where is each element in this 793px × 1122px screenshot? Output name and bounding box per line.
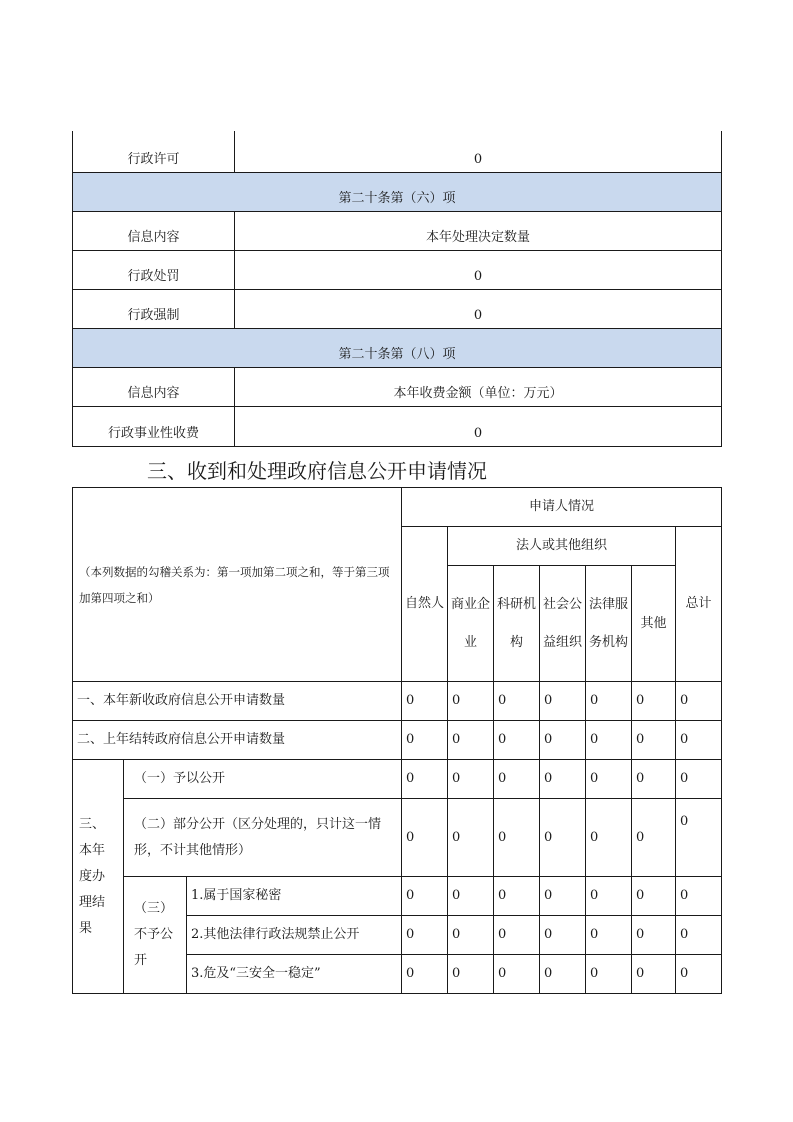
cell-value: 0 [448,916,494,955]
cell-value: 0 [632,955,676,994]
cell-value: 0 [676,877,722,916]
row-value: 0 [235,406,722,446]
cell-value: 0 [402,955,448,994]
cell-value: 0 [494,955,540,994]
cell-value: 0 [448,877,494,916]
table-row [73,799,722,877]
cell-value: 0 [540,799,586,877]
cell-value: 0 [402,799,448,877]
row-label: 二、上年结转政府信息公开申请数量 [73,721,402,760]
application-stats-table [72,487,722,994]
row-label: 1.属于国家秘密 [187,877,402,916]
row-label: 行政处罚 [73,250,235,289]
table-row [73,682,722,721]
col-research: 科研机构 [494,566,540,682]
cell-value: 0 [586,760,632,799]
cell-value: 0 [448,721,494,760]
cell-value: 0 [494,682,540,721]
table-row [73,250,722,289]
col-public-welfare: 社会公益组织 [540,566,586,682]
row-label: 一、本年新收政府信息公开申请数量 [73,682,402,721]
cell-value: 0 [448,760,494,799]
row-label: 3.危及“三安全一稳定” [187,955,402,994]
cell-value: 0 [402,877,448,916]
table-row [73,211,722,250]
cell-value: 0 [676,799,722,877]
table-row [73,289,722,328]
cell-value: 0 [540,955,586,994]
natural-person-header: 自然人 [402,527,448,682]
cell-value: 0 [586,916,632,955]
cell-value: 0 [494,916,540,955]
cell-value: 0 [540,760,586,799]
section-band-row [73,328,722,367]
row-value: 0 [235,250,722,289]
row-value: 本年收费金额（单位：万元） [235,367,722,406]
row-label: 信息内容 [73,367,235,406]
cell-value: 0 [632,721,676,760]
cell-value: 0 [632,682,676,721]
row-label: 行政许可 [73,131,235,172]
disclosure-items-table [72,131,722,447]
row-label: 行政事业性收费 [73,406,235,446]
cell-value: 0 [448,799,494,877]
row-label: 行政强制 [73,289,235,328]
cell-value: 0 [632,760,676,799]
cell-value: 0 [494,760,540,799]
cell-value: 0 [540,721,586,760]
group-label-results: 三、本年度办理结果 [73,760,124,994]
cell-value: 0 [586,682,632,721]
cell-value: 0 [494,877,540,916]
total-header: 总计 [676,527,722,682]
group-label-withheld: （三）不予公开 [124,877,187,994]
balance-note: （本列数据的勾稽关系为：第一项加第二项之和，等于第三项加第四项之和） [73,488,402,682]
row-label: （一）予以公开 [124,760,402,799]
row-label: 2.其他法律行政法规禁止公开 [187,916,402,955]
table-row [73,760,722,799]
cell-value: 0 [586,955,632,994]
cell-value: 0 [494,721,540,760]
cell-value: 0 [676,721,722,760]
cell-value: 0 [540,682,586,721]
row-label: （二）部分公开（区分处理的，只计这一情形，不计其他情形） [124,799,402,877]
cell-value: 0 [448,682,494,721]
table-row [73,131,722,172]
row-value: 0 [235,131,722,172]
cell-value: 0 [586,799,632,877]
section-title: 三、收到和处理政府信息公开申请情况 [147,459,487,483]
cell-value: 0 [632,799,676,877]
legal-entity-header: 法人或其他组织 [448,527,676,566]
cell-value: 0 [540,916,586,955]
cell-value: 0 [676,682,722,721]
cell-value: 0 [586,721,632,760]
row-value: 本年处理决定数量 [235,211,722,250]
applicant-header: 申请人情况 [402,488,722,527]
cell-value: 0 [402,682,448,721]
cell-value: 0 [402,721,448,760]
section-band-row [73,172,722,211]
cell-value: 0 [676,955,722,994]
cell-value: 0 [494,799,540,877]
cell-value: 0 [676,916,722,955]
cell-value: 0 [676,760,722,799]
col-other: 其他 [632,566,676,682]
cell-value: 0 [448,955,494,994]
cell-value: 0 [586,877,632,916]
cell-value: 0 [402,916,448,955]
table-row [73,721,722,760]
table-row [73,877,722,916]
row-label: 信息内容 [73,211,235,250]
table-row [73,406,722,446]
cell-value: 0 [632,916,676,955]
cell-value: 0 [540,877,586,916]
section-band-label: 第二十条第（六）项 [73,172,722,211]
cell-value: 0 [632,877,676,916]
section-band-label: 第二十条第（八）项 [73,328,722,367]
header-row [73,488,722,527]
row-value: 0 [235,289,722,328]
table-row [73,367,722,406]
cell-value: 0 [402,760,448,799]
col-legal-service: 法律服务机构 [586,566,632,682]
col-business: 商业企业 [448,566,494,682]
